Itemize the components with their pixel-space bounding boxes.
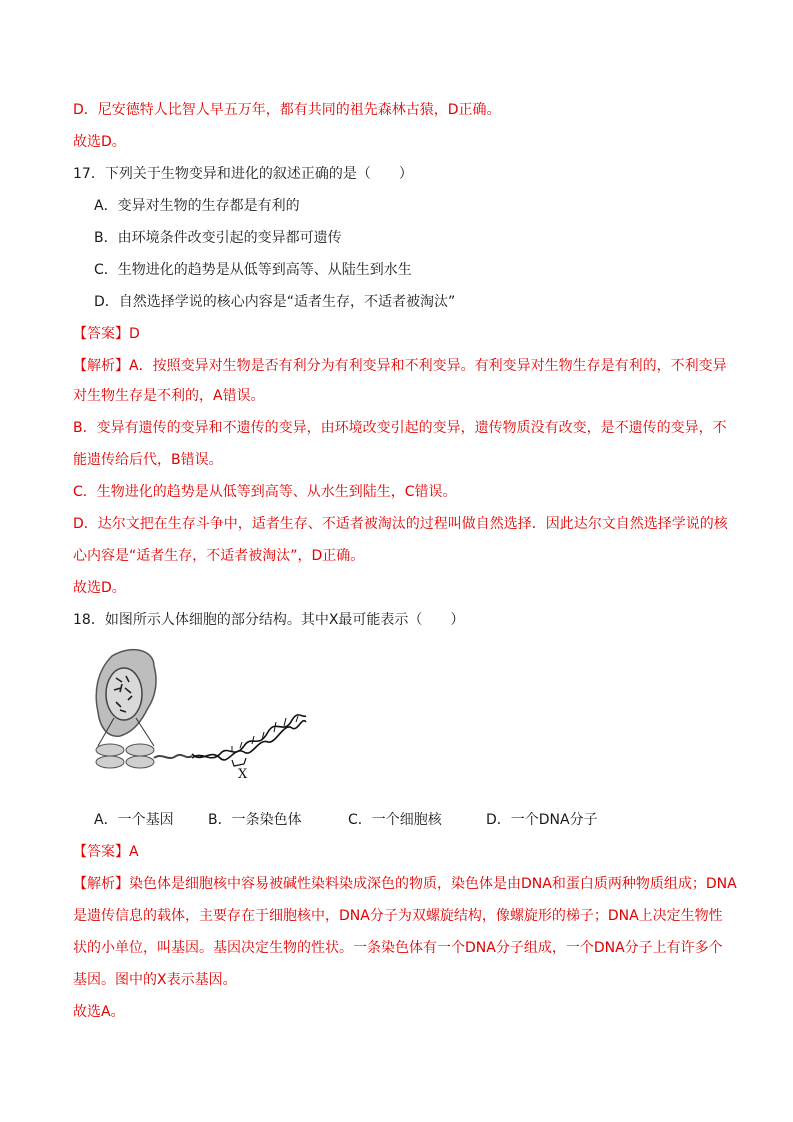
dna-helix [192, 715, 306, 760]
q17-option-c: C．生物进化的趋势是从低等到高等、从陆生到水生 [94, 262, 412, 278]
q17-answer [73, 324, 140, 344]
q17-choose: 故选D。 [73, 580, 126, 596]
prev-choose: 故选D。 [73, 134, 126, 150]
q17-option-a: A．变异对生物的生存都是有利的 [94, 198, 300, 214]
nucleus [106, 668, 142, 720]
x-bracket [232, 758, 246, 766]
prev-option-d-analysis: D．尼安德特人比智人早五万年，都有共同的祖先森林古猿，D正确。 [73, 102, 501, 118]
figure-svg [92, 646, 308, 778]
q17-analysis-b-line1: B．变异有遗传的变异和不遗传的变异，由环境改变引起的变异，遗传物质没有改变，是不遗传的变异，不 [73, 420, 727, 436]
q17-analysis-d-line2: 心内容是“适者生存，不适者被淘汰”，D正确。 [73, 548, 365, 564]
q18-analysis-line1 [73, 874, 737, 894]
q18-stem: 18．如图所示人体细胞的部分结构。其中X最可能表示（ ） [73, 612, 465, 628]
q18-analysis-line3: 状的小单位，叫基因。基因决定生物的性状。一条染色体有一个DNA分子组成，一个DNA分子上有许多个 [73, 940, 723, 956]
answer-value: A [129, 844, 139, 860]
answer-tag: 【答案】 [73, 844, 129, 860]
q17-analysis-b-line2: 能遗传给后代，B错误。 [73, 452, 223, 468]
q18-option-a: A．一个基因 [94, 812, 174, 828]
q18-analysis-line2: 是遗传信息的载体，主要存在于细胞核中，DNA分子为双螺旋结构，像螺旋形的梯子；DNA上决定生物性 [73, 908, 723, 924]
answer-tag: 【答案】 [73, 326, 129, 342]
analysis-text: 染色体是细胞核中容易被碱性染料染成深色的物质，染色体是由DNA和蛋白质两种物质组成；DNA [129, 876, 737, 892]
q18-choose: 故选A。 [73, 1004, 125, 1020]
zoom-line-right [136, 718, 154, 746]
q18-option-b: B．一条染色体 [208, 812, 302, 828]
q17-analysis-a-line1 [73, 356, 727, 376]
q17-option-b: B．由环境条件改变引起的变异都可遗传 [94, 230, 342, 246]
analysis-text: A．按照变异对生物是否有利分为有利变异和不利变异。有利变异对生物生存是有利的，不利变异 [129, 358, 727, 374]
q17-option-d: D．自然选择学说的核心内容是“适者生存，不适者被淘汰” [94, 294, 456, 310]
cell-chromosome-dna-figure [92, 646, 308, 778]
chromatin-fiber [154, 755, 192, 758]
q17-analysis-d-line1: D．达尔文把在生存斗争中，适者生存、不适者被淘汰的过程叫做自然选择．因此达尔文自然选择学说的核 [73, 516, 728, 532]
q18-option-c: C．一个细胞核 [348, 812, 442, 828]
q18-option-d: D．一个DNA分子 [486, 812, 598, 828]
analysis-tag: 【解析】 [73, 876, 129, 892]
figure-label-x: X [238, 767, 248, 778]
q17-stem: 17．下列关于生物变异和进化的叙述正确的是（ ） [73, 166, 413, 182]
q18-analysis-line4: 基因。图中的X表示基因。 [73, 972, 237, 988]
q17-analysis-c: C．生物进化的趋势是从低等到高等、从水生到陆生，C错误。 [73, 484, 457, 500]
answer-value: D [129, 326, 140, 342]
q17-analysis-a-line2: 对生物生存是不利的，A错误。 [73, 388, 265, 404]
q18-answer [73, 842, 139, 862]
chromosome [96, 744, 154, 768]
analysis-tag: 【解析】 [73, 358, 129, 374]
